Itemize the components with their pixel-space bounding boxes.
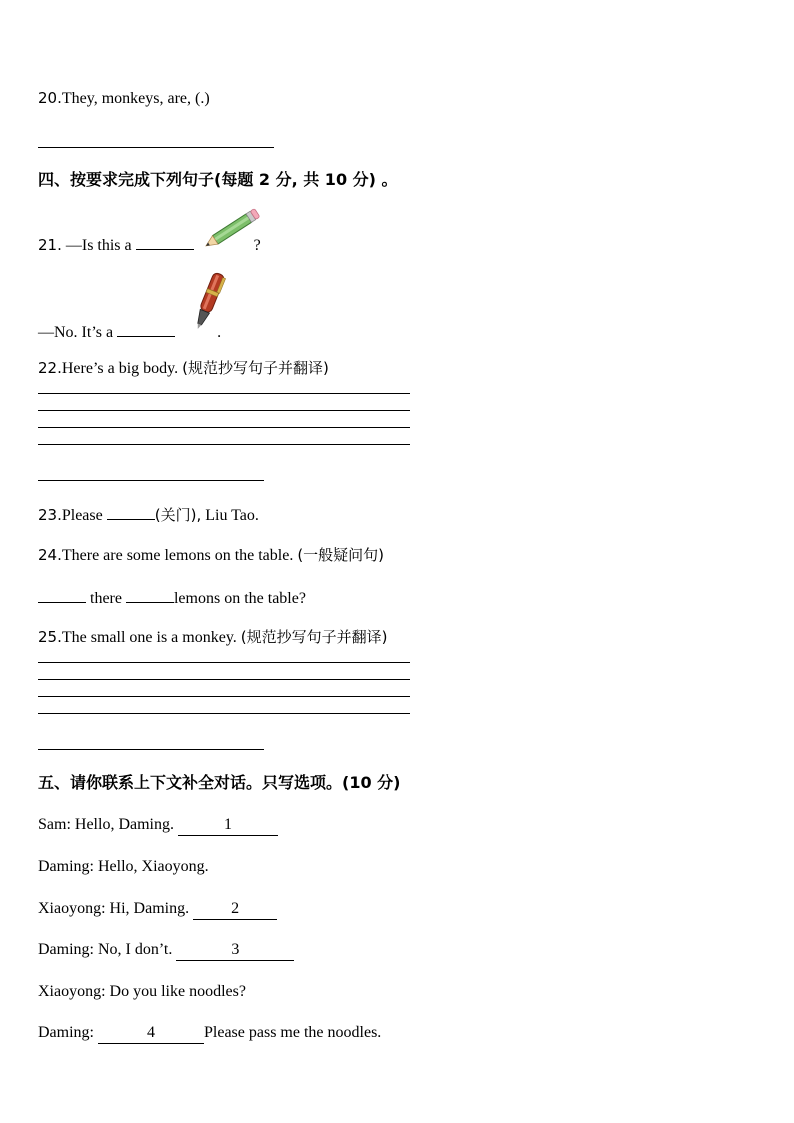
- question-text: They, monkeys, are, (.): [61, 90, 210, 107]
- question-number: 23.: [38, 506, 62, 524]
- question-text: Here’s a big body.: [61, 360, 179, 377]
- question-25: [38, 627, 388, 648]
- dialogue-line-3: [38, 899, 277, 920]
- answer-blank-3[interactable]: 3: [176, 940, 294, 961]
- writing-line[interactable]: [38, 713, 410, 714]
- instruction: (一般疑问句): [297, 546, 385, 564]
- writing-line[interactable]: [38, 696, 410, 697]
- question-24-answer: [38, 586, 306, 609]
- answer-text: lemons on the table?: [173, 590, 306, 607]
- answer-blank-1[interactable]: 1: [178, 815, 278, 836]
- answer-word: there: [90, 590, 122, 607]
- instruction: (规范抄写句子并翻译): [182, 359, 329, 377]
- question-number: 22.: [38, 359, 62, 377]
- dialogue-line-1: [38, 815, 278, 836]
- answer-blank[interactable]: [107, 503, 155, 520]
- answer-blank-2[interactable]: 2: [193, 899, 277, 920]
- dialogue-text-after: Please pass me the noodles.: [204, 1024, 382, 1041]
- dialogue-line-2: [38, 857, 209, 877]
- answer-blank[interactable]: [126, 586, 174, 603]
- translation-line[interactable]: [38, 749, 264, 750]
- question-mark: ?: [253, 237, 261, 254]
- answer-text: —No. It’s a: [38, 324, 114, 341]
- writing-line[interactable]: [38, 679, 410, 680]
- instruction: (规范抄写句子并翻译): [240, 628, 388, 646]
- writing-line[interactable]: [38, 427, 410, 428]
- question-number: 20.: [38, 89, 62, 107]
- writing-line[interactable]: [38, 393, 410, 394]
- writing-line[interactable]: [38, 410, 410, 411]
- section-4-title: 四、按要求完成下列句子(每题 2 分, 共 10 分) 。: [38, 170, 398, 189]
- question-22: [38, 358, 329, 379]
- question-20: [38, 88, 210, 109]
- question-text: —Is this a: [65, 237, 132, 254]
- answer-line[interactable]: [38, 147, 274, 148]
- pencil-image: [200, 206, 264, 252]
- dialogue-text: Daming: No, I don’t.: [38, 941, 173, 958]
- question-number: 21.: [38, 236, 62, 254]
- answer-blank[interactable]: [117, 320, 175, 337]
- question-text-end: Liu Tao.: [205, 507, 259, 524]
- hint: (关门),: [154, 506, 202, 524]
- writing-line[interactable]: [38, 444, 410, 445]
- question-text: The small one is a monkey.: [61, 629, 237, 646]
- pen-image: [186, 268, 232, 334]
- question-23: [38, 503, 259, 526]
- dialogue-text: Xiaoyong: Hi, Daming.: [38, 900, 190, 917]
- dialogue-line-5: [38, 982, 246, 1002]
- dialogue-text: Daming: Hello, Xiaoyong.: [38, 858, 209, 875]
- dialogue-text: Sam: Hello, Daming.: [38, 816, 174, 833]
- question-24: [38, 545, 384, 566]
- translation-line[interactable]: [38, 480, 264, 481]
- section-5-title: 五、请你联系上下文补全对话。只写选项。(10 分): [38, 773, 401, 792]
- dialogue-text: Daming:: [38, 1024, 94, 1041]
- period: .: [217, 324, 222, 341]
- question-text: Please: [61, 507, 103, 524]
- answer-blank-4[interactable]: 4: [98, 1023, 204, 1044]
- question-text: There are some lemons on the table.: [61, 547, 294, 564]
- dialogue-line-6: [38, 1023, 381, 1044]
- question-number: 24.: [38, 546, 62, 564]
- dialogue-text: Xiaoyong: Do you like noodles?: [38, 983, 246, 1000]
- answer-blank[interactable]: [136, 233, 194, 250]
- dialogue-line-4: [38, 940, 294, 961]
- writing-line[interactable]: [38, 662, 410, 663]
- answer-blank[interactable]: [38, 586, 86, 603]
- question-number: 25.: [38, 628, 62, 646]
